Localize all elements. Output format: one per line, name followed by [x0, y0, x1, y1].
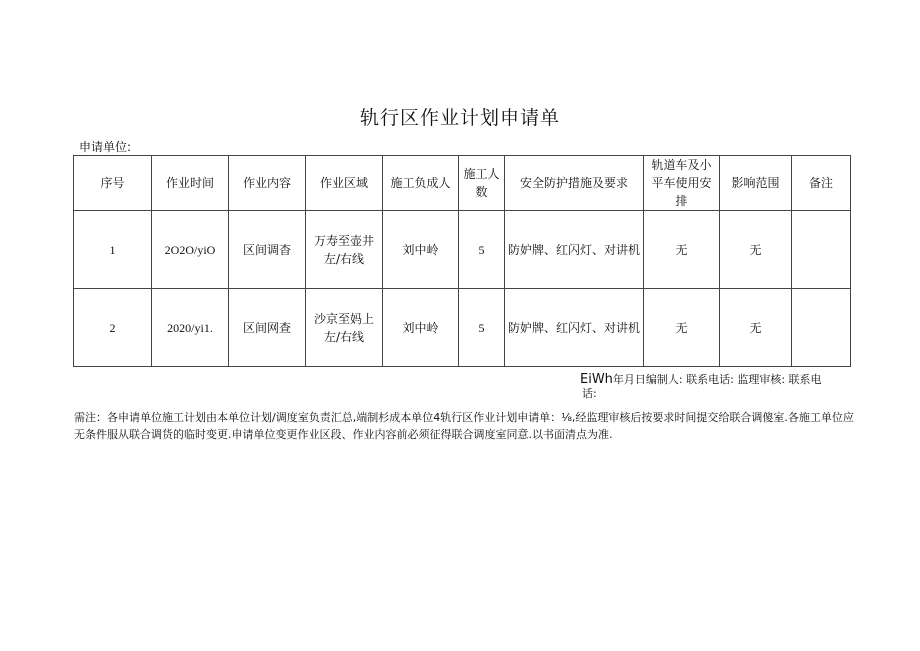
header-remark: 备注 — [792, 156, 851, 211]
cell-time: 2020/yi1. — [152, 289, 229, 367]
page-title: 轨行区作业计划申请单 — [359, 107, 560, 129]
cell-time: 2O2O/yiO — [152, 211, 229, 289]
table-header-row — [74, 156, 851, 211]
table-row — [74, 289, 851, 367]
header-time: 作业时间 — [152, 156, 229, 211]
applicant-unit-label: 申请单位: — [79, 140, 132, 154]
footnote: 需注：各申请单位施工计划由本单位计划/调度室负责汇总,端制杉成本单位4轨行区作业计划申请单：⅛,经监理审核后按要求时间提交给联合调傻室.各施工单位应无条件服从联合调货的临时变更.申请单位变更作业区段、作业内容前必须征得联合调度室同意.以书面清点为准. — [74, 411, 854, 441]
cell-leader: 刘中岭 — [383, 289, 459, 367]
cell-area: 万寿至壶井左/右线 — [306, 211, 383, 289]
cell-impact: 无 — [720, 289, 792, 367]
cell-leader: 刘中岭 — [383, 211, 459, 289]
signature-line-1: 年月日编制人: 联系电话: 监理审核: 联系电 — [612, 373, 822, 386]
cell-vehicle: 无 — [644, 211, 720, 289]
cell-remark — [792, 289, 851, 367]
header-vehicle: 轨道车及小平车使用安排 — [644, 156, 720, 211]
cell-count: 5 — [459, 211, 505, 289]
cell-no: 2 — [74, 289, 152, 367]
cell-count: 5 — [459, 289, 505, 367]
cell-remark — [792, 211, 851, 289]
cell-content: 区间网查 — [229, 289, 306, 367]
table-row — [74, 211, 851, 289]
signature-date: EiWh — [580, 372, 613, 387]
cell-vehicle: 无 — [644, 289, 720, 367]
header-content: 作业内容 — [229, 156, 306, 211]
header-leader: 施工负成人 — [383, 156, 459, 211]
cell-content: 区间调杳 — [229, 211, 306, 289]
header-safety: 安全防护措施及要求 — [505, 156, 644, 211]
signature-block — [580, 373, 852, 401]
cell-safety: 防妒牌、红闪灯、对讲机 — [505, 289, 644, 367]
signature-line-2: 话: — [582, 387, 597, 400]
cell-area: 沙京至妈上左/右线 — [306, 289, 383, 367]
header-area: 作业区域 — [306, 156, 383, 211]
header-no: 序号 — [74, 156, 152, 211]
header-count: 施工人数 — [459, 156, 505, 211]
work-plan-table — [73, 155, 851, 367]
cell-no: 1 — [74, 211, 152, 289]
cell-safety: 防妒牌、红闪灯、对讲机 — [505, 211, 644, 289]
header-impact: 影响范围 — [720, 156, 792, 211]
cell-impact: 无 — [720, 211, 792, 289]
